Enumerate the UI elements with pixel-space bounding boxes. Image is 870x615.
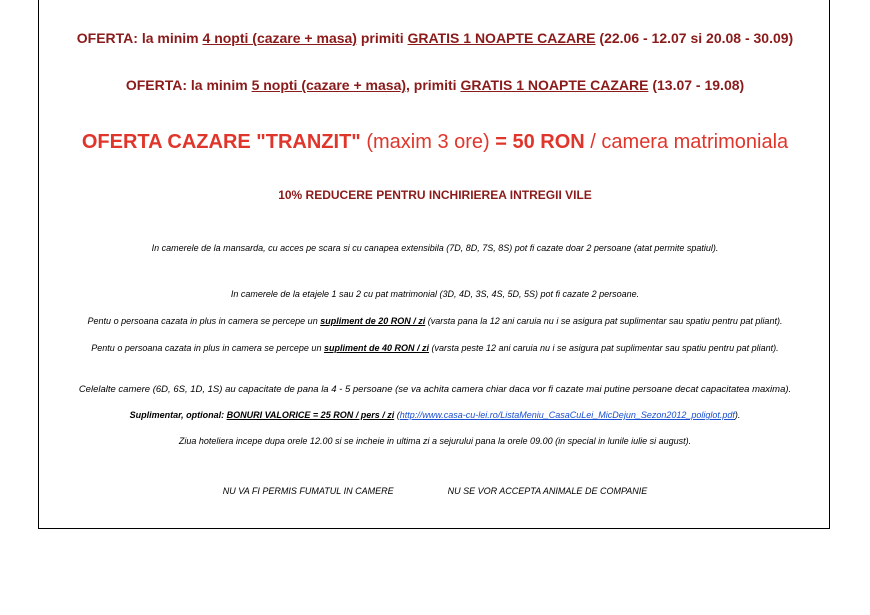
tranzit-duration: (maxim 3 ore) bbox=[360, 131, 496, 153]
supplement-text: (varsta peste 12 ani caruia nu i se asigura pat suplimentar sau spatiu pentru pat pliant). bbox=[428, 343, 779, 353]
vouchers-label: Suplimentar, optional: bbox=[129, 410, 227, 420]
offer-text: , primiti bbox=[406, 77, 461, 93]
vouchers-value: BONURI VALORICE = 25 RON / pers / zi bbox=[226, 410, 395, 420]
tranzit-price: = 50 RON bbox=[495, 131, 585, 153]
vouchers-text: ). bbox=[734, 410, 741, 420]
offer-period: (22.06 - 12.07 si 20.08 - 30.09) bbox=[595, 30, 794, 46]
tranzit-unit: / camera matrimoniala bbox=[584, 131, 789, 153]
supplement-text: Pentu o persoana cazata in plus in camera se percepe un bbox=[87, 316, 321, 326]
no-smoking-rule: NU VA FI PERMIS FUMATUL IN CAMERE bbox=[222, 486, 394, 496]
offer-period: (13.07 - 19.08) bbox=[648, 77, 745, 93]
offer-nights: 5 nopti (cazare + masa) bbox=[251, 77, 407, 93]
offer-text: primiti bbox=[356, 30, 408, 46]
rules-line bbox=[38, 486, 832, 496]
offer-tranzit bbox=[38, 131, 832, 154]
supplement-value: supliment de 20 RON / zi bbox=[320, 316, 426, 326]
vouchers-text: ( bbox=[394, 410, 400, 420]
note-mansarda: In camerele de la mansarda, cu acces pe scara si cu canapea extensibila (7D, 8D, 7S, 8S) pot fi cazate doar 2 persoane (atat permite spatiul). bbox=[151, 243, 719, 253]
offer-5-nights bbox=[38, 77, 832, 93]
offer-text: OFERTA: la minim bbox=[76, 30, 203, 46]
offer-text: OFERTA: la minim bbox=[125, 77, 252, 93]
menu-pdf-link[interactable]: http://www.casa-cu-lei.ro/ListaMeniu_CasaCuLei_MicDejun_Sezon2012_poliglot.pdf bbox=[399, 410, 735, 420]
discount-note: 10% REDUCERE PENTRU INCHIRIEREA INTREGII VILE bbox=[278, 188, 592, 202]
note-supplement-20 bbox=[38, 316, 832, 326]
note-supplement-40 bbox=[38, 343, 832, 353]
offer-free-night: GRATIS 1 NOAPTE CAZARE bbox=[407, 30, 596, 46]
tranzit-title: OFERTA CAZARE "TRANZIT" bbox=[81, 131, 361, 153]
offer-nights: 4 nopti (cazare + masa) bbox=[202, 30, 357, 46]
note-etaje: In camerele de la etajele 1 sau 2 cu pat matrimonial (3D, 4D, 3S, 4S, 5D, 5S) pot fi cazate 2 persoane. bbox=[230, 289, 640, 299]
note-vouchers bbox=[38, 410, 832, 420]
supplement-value: supliment de 40 RON / zi bbox=[323, 343, 429, 353]
offer-free-night: GRATIS 1 NOAPTE CAZARE bbox=[460, 77, 649, 93]
offer-4-nights bbox=[38, 30, 832, 46]
supplement-text: Pentu o persoana cazata in plus in camera se percepe un bbox=[91, 343, 324, 353]
supplement-text: (varsta pana la 12 ani caruia nu i se asigura pat suplimentar sau spatiu pentru pat pliant). bbox=[425, 316, 783, 326]
no-pets-rule: NU SE VOR ACCEPTA ANIMALE DE COMPANIE bbox=[447, 486, 648, 496]
note-other-rooms: Celelalte camere (6D, 6S, 1D, 1S) au capacitate de pana la 4 - 5 persoane (se va achita camera chiar daca vor fi cazate mai putine persoane decat capacitatea maxima). bbox=[78, 384, 792, 395]
note-hotel-day: Ziua hoteliera incepe dupa orele 12.00 si se incheie in ultima zi a sejurului pana la orele 09.00 (in special in lunile iulie si august). bbox=[178, 436, 692, 446]
